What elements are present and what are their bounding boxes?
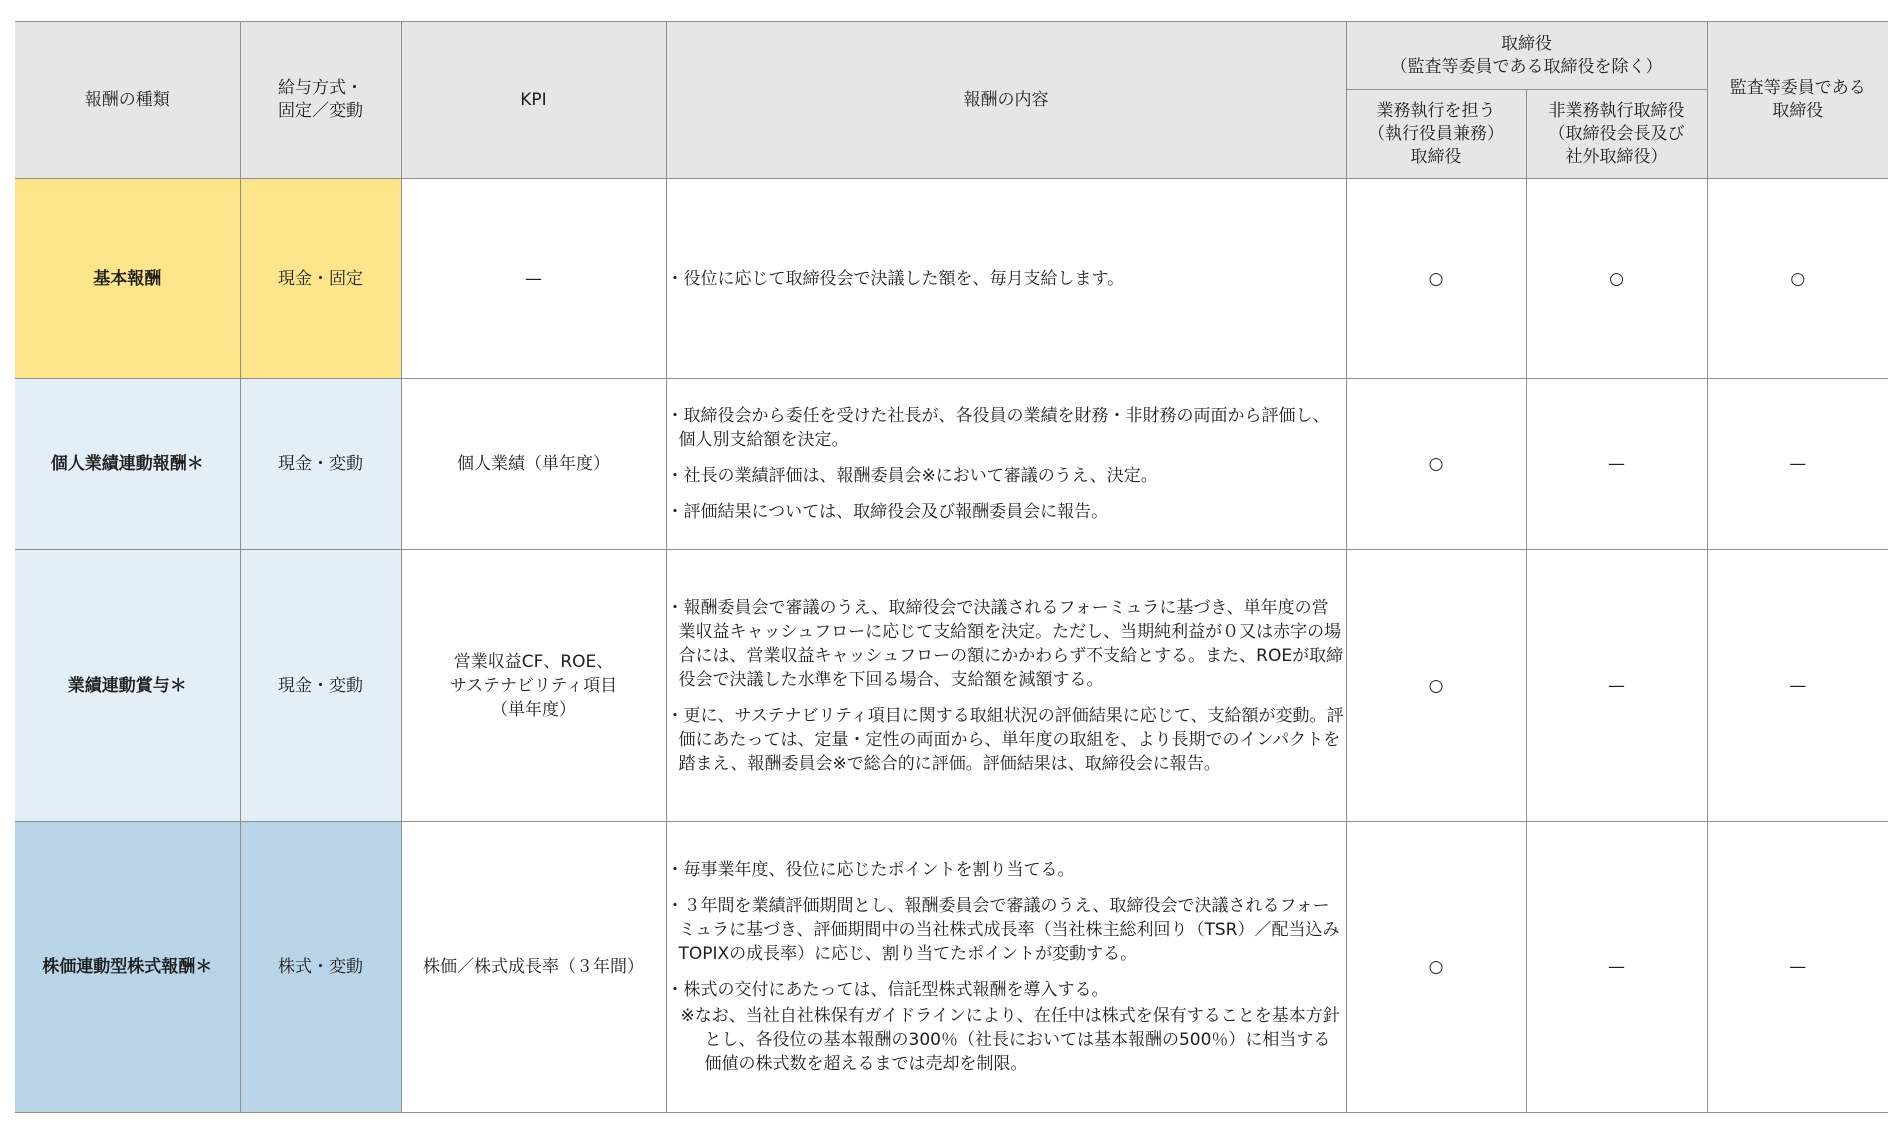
kpi: 個人業績（単年度） (401, 379, 666, 550)
content-item: ・取締役会から委任を受けた社長が、各役員の業績を財務・非財務の両面から評価し、個人別支給額を決定。 (666, 406, 1330, 450)
exec-mark: ○ (1346, 179, 1526, 379)
header-directors-group: 取締役 （監査等委員である取締役を除く） (1346, 22, 1707, 90)
comp-content (666, 822, 1346, 1113)
nonexec-mark: — (1526, 550, 1707, 822)
pay-method: 株式・変動 (240, 822, 401, 1113)
header-kpi: KPI (401, 22, 666, 179)
audit-mark: — (1707, 822, 1888, 1113)
comp-type: 個人業績連動報酬＊ (15, 379, 240, 550)
audit-mark: — (1707, 379, 1888, 550)
header-method: 給与方式・ 固定／変動 (240, 22, 401, 179)
table-row (15, 179, 1888, 379)
exec-mark: ○ (1346, 379, 1526, 550)
exec-mark: ○ (1346, 550, 1526, 822)
kpi: — (401, 179, 666, 379)
comp-content (666, 179, 1346, 379)
table-row (15, 379, 1888, 550)
table-row (15, 550, 1888, 822)
header-exec-directors: 業務執行を担う （執行役員兼務） 取締役 (1346, 90, 1526, 179)
compensation-table (15, 21, 1888, 1113)
audit-mark: ○ (1707, 179, 1888, 379)
exec-mark: ○ (1346, 822, 1526, 1113)
content-item: ・毎事業年度、役位に応じたポイントを割り当てる。 (666, 860, 1075, 880)
comp-content (666, 550, 1346, 822)
content-note: ※なお、当社自社株保有ガイドラインにより、在任中は株式を保有することを基本方針とし、各役位の基本報酬の300％（社長においては基本報酬の500％）に相当する価値の株式数を超えるまでは売却を制限。 (680, 1006, 1340, 1074)
content-item: ・社長の業績評価は、報酬委員会※において審議のうえ、決定。 (666, 466, 1158, 486)
pay-method: 現金・変動 (240, 379, 401, 550)
content-item: ・報酬委員会で審議のうえ、取締役会で決議されるフォーミュラに基づき、単年度の営業収益キャッシュフローに応じて支給額を決定。ただし、当期純利益が０又は赤字の場合には、営業収益キャッシュフローの額にかかわらず不支給とする。また、ROEが取締役会で決議した水準を下回る場合、支給額を減額する。 (666, 597, 1344, 690)
comp-type: 基本報酬 (15, 179, 240, 379)
pay-method: 現金・固定 (240, 179, 401, 379)
nonexec-mark: — (1526, 822, 1707, 1113)
content-item: ・評価結果については、取締役会及び報酬委員会に報告。 (666, 502, 1109, 522)
kpi: 営業収益CF、ROE、 サステナビリティ項目 （単年度） (401, 550, 666, 822)
comp-type: 株価連動型株式報酬＊ (15, 822, 240, 1113)
content-item: ・更に、サステナビリティ項目に関する取組状況の評価結果に応じて、支給額が変動。評価にあたっては、定量・定性の両面から、単年度の取組を、より長期でのインパクトを踏まえ、報酬委員会※で総合的に評価。評価結果は、取締役会に報告。 (666, 705, 1344, 774)
comp-content (666, 379, 1346, 550)
header-nonexec-directors: 非業務執行取締役 （取締役会長及び 社外取締役） (1526, 90, 1707, 179)
table-row (15, 822, 1888, 1113)
nonexec-mark: — (1526, 379, 1707, 550)
header-audit-directors: 監査等委員である 取締役 (1707, 22, 1888, 179)
audit-mark: — (1707, 550, 1888, 822)
header-type: 報酬の種類 (15, 22, 240, 179)
nonexec-mark: ○ (1526, 179, 1707, 379)
content-item: ・株式の交付にあたっては、信託型株式報酬を導入する。 (666, 980, 1109, 1000)
pay-method: 現金・変動 (240, 550, 401, 822)
header-content: 報酬の内容 (666, 22, 1346, 179)
content-item: ・３年間を業績評価期間とし、報酬委員会で審議のうえ、取締役会で決議されるフォーミュラに基づき、評価期間中の当社株式成長率（当社株主総利回り（TSR）／配当込みTOPIXの成長率）に応じ、割り当てたポイントが変動する。 (666, 896, 1340, 964)
content-item: ・役位に応じて取締役会で決議した額を、毎月支給します。 (666, 268, 1125, 289)
comp-type: 業績連動賞与＊ (15, 550, 240, 822)
kpi: 株価／株式成長率（３年間） (401, 822, 666, 1113)
